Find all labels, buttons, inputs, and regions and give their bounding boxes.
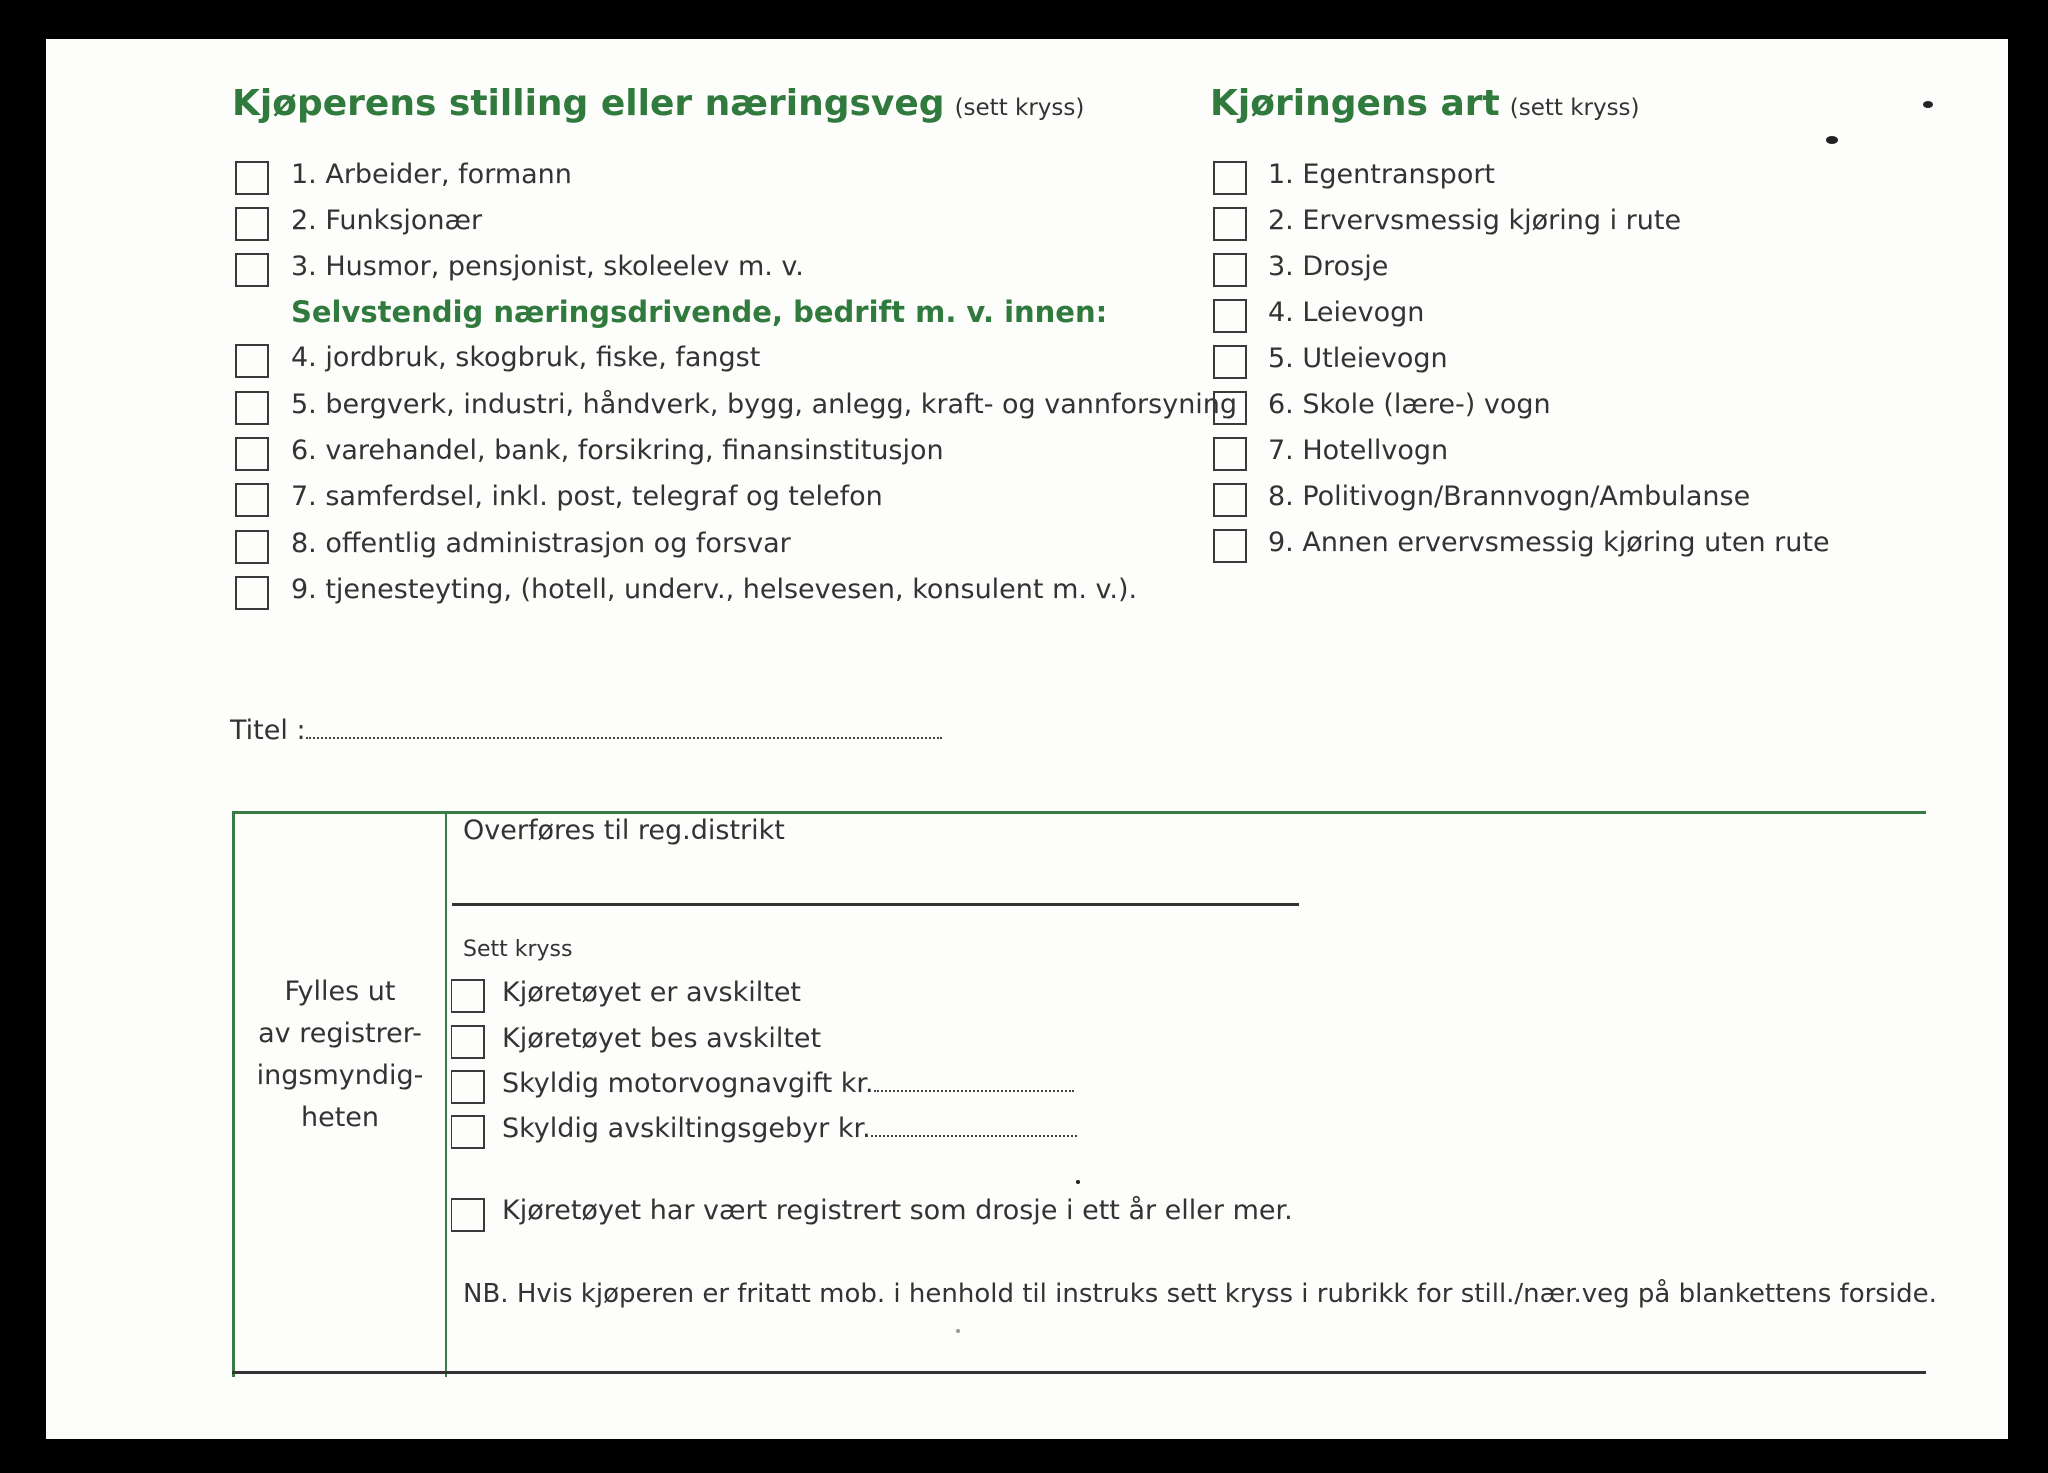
occupation-option-7: 7. samferdsel, inkl. post, telegraf og telefon [291, 481, 883, 512]
registry-option-1: Kjøretøyet er avskiltet [502, 977, 802, 1008]
driving-option-4: 4. Leievogn [1268, 297, 1425, 328]
self-employed-subheading: Selvstendig næringsdrivende, bedrift m. v. innen: [291, 295, 1108, 329]
registry-checkbox-4[interactable] [451, 1115, 485, 1149]
ink-speck [1076, 1180, 1080, 1184]
registry-option-3: Skyldig motorvognavgift kr. [502, 1068, 874, 1099]
registry-option-4: Skyldig avskiltingsgebyr kr. [502, 1113, 871, 1144]
side-label-line-3: ingsmyndig- [256, 1060, 424, 1091]
occupation-checkbox-7[interactable] [235, 483, 269, 517]
nb-note: NB. Hvis kjøperen er fritatt mob. i henhold til instruks sett kryss i rubrikk for still./nær.veg på blankettens forside. [463, 1279, 1937, 1309]
driving-option-6: 6. Skole (lære-) vogn [1268, 389, 1551, 420]
driving-option-2: 2. Ervervsmessig kjøring i rute [1268, 205, 1682, 236]
title-input-line[interactable] [306, 717, 942, 739]
occupation-option-8: 8. offentlig administrasjon og forsvar [291, 528, 791, 559]
side-label-line-1: Fylles ut [284, 976, 396, 1007]
occupation-option-4: 4. jordbruk, skogbruk, fiske, fangst [291, 342, 761, 373]
driving-option-5: 5. Utleievogn [1268, 343, 1448, 374]
registry-checkbox-1[interactable] [451, 979, 485, 1013]
ink-speck [1826, 136, 1838, 144]
occupation-option-2: 2. Funksjonær [291, 205, 483, 236]
plate-fee-amount-line[interactable] [871, 1115, 1077, 1137]
driving-option-1: 1. Egentransport [1268, 159, 1496, 190]
transfer-input-line[interactable] [452, 903, 1299, 906]
side-label-line-4: heten [300, 1102, 380, 1133]
driving-checkbox-6[interactable] [1213, 391, 1247, 425]
form-sheet [46, 39, 2008, 1439]
registry-bottom-rule [232, 1371, 1926, 1374]
registry-option-4-row [502, 1113, 1077, 1144]
driving-checkbox-3[interactable] [1213, 253, 1247, 287]
sett-kryss-label: Sett kryss [463, 937, 573, 962]
registry-side-label [236, 971, 444, 1139]
occupation-checkbox-4[interactable] [235, 344, 269, 378]
ink-speck [1923, 101, 1933, 108]
registry-divider [445, 811, 447, 1377]
occupation-heading-text: Kjøperens stilling eller næringsveg [232, 83, 945, 124]
title-field [230, 715, 942, 746]
occupation-option-3: 3. Husmor, pensjonist, skoleelev m. v. [291, 251, 804, 282]
motor-tax-amount-line[interactable] [874, 1070, 1074, 1092]
occupation-checkbox-5[interactable] [235, 391, 269, 425]
driving-checkbox-4[interactable] [1213, 299, 1247, 333]
occupation-option-1: 1. Arbeider, formann [291, 159, 572, 190]
occupation-checkbox-8[interactable] [235, 530, 269, 564]
occupation-heading [232, 83, 1084, 124]
driving-checkbox-2[interactable] [1213, 207, 1247, 241]
transfer-label: Overføres til reg.distrikt [463, 815, 785, 846]
driving-checkbox-5[interactable] [1213, 345, 1247, 379]
registry-option-2: Kjøretøyet bes avskiltet [502, 1023, 822, 1054]
occupation-option-9: 9. tjenesteyting, (hotell, underv., helsevesen, konsulent m. v.). [291, 574, 1138, 605]
registry-top-rule [232, 811, 1926, 814]
occupation-option-6: 6. varehandel, bank, forsikring, finansinstitusjon [291, 435, 944, 466]
registry-checkbox-3[interactable] [451, 1070, 485, 1104]
occupation-checkbox-2[interactable] [235, 207, 269, 241]
driving-option-9: 9. Annen ervervsmessig kjøring uten rute [1268, 527, 1830, 558]
registry-checkbox-2[interactable] [451, 1025, 485, 1059]
occupation-heading-note: (sett kryss) [954, 95, 1085, 121]
occupation-checkbox-9[interactable] [235, 576, 269, 610]
driving-checkbox-1[interactable] [1213, 161, 1247, 195]
driving-option-7: 7. Hotellvogn [1268, 435, 1449, 466]
side-label-line-2: av registrer- [258, 1018, 422, 1049]
ink-speck [956, 1329, 960, 1333]
drosje-checkbox[interactable] [451, 1198, 485, 1232]
occupation-checkbox-6[interactable] [235, 437, 269, 471]
registry-option-3-row [502, 1068, 1074, 1099]
driving-option-8: 8. Politivogn/Brannvogn/Ambulanse [1268, 481, 1751, 512]
driving-type-heading [1210, 83, 1640, 124]
drosje-option: Kjøretøyet har vært registrert som drosje i ett år eller mer. [502, 1195, 1293, 1226]
occupation-checkbox-1[interactable] [235, 161, 269, 195]
occupation-option-5: 5. bergverk, industri, håndverk, bygg, anlegg, kraft- og vannforsyning [291, 389, 1238, 420]
registry-left-rule [232, 811, 235, 1377]
driving-type-heading-note: (sett kryss) [1509, 95, 1640, 121]
driving-checkbox-8[interactable] [1213, 483, 1247, 517]
driving-checkbox-7[interactable] [1213, 437, 1247, 471]
title-label: Titel : [230, 715, 306, 746]
driving-option-3: 3. Drosje [1268, 251, 1389, 282]
occupation-checkbox-3[interactable] [235, 253, 269, 287]
driving-type-heading-text: Kjøringens art [1210, 83, 1500, 124]
driving-checkbox-9[interactable] [1213, 529, 1247, 563]
